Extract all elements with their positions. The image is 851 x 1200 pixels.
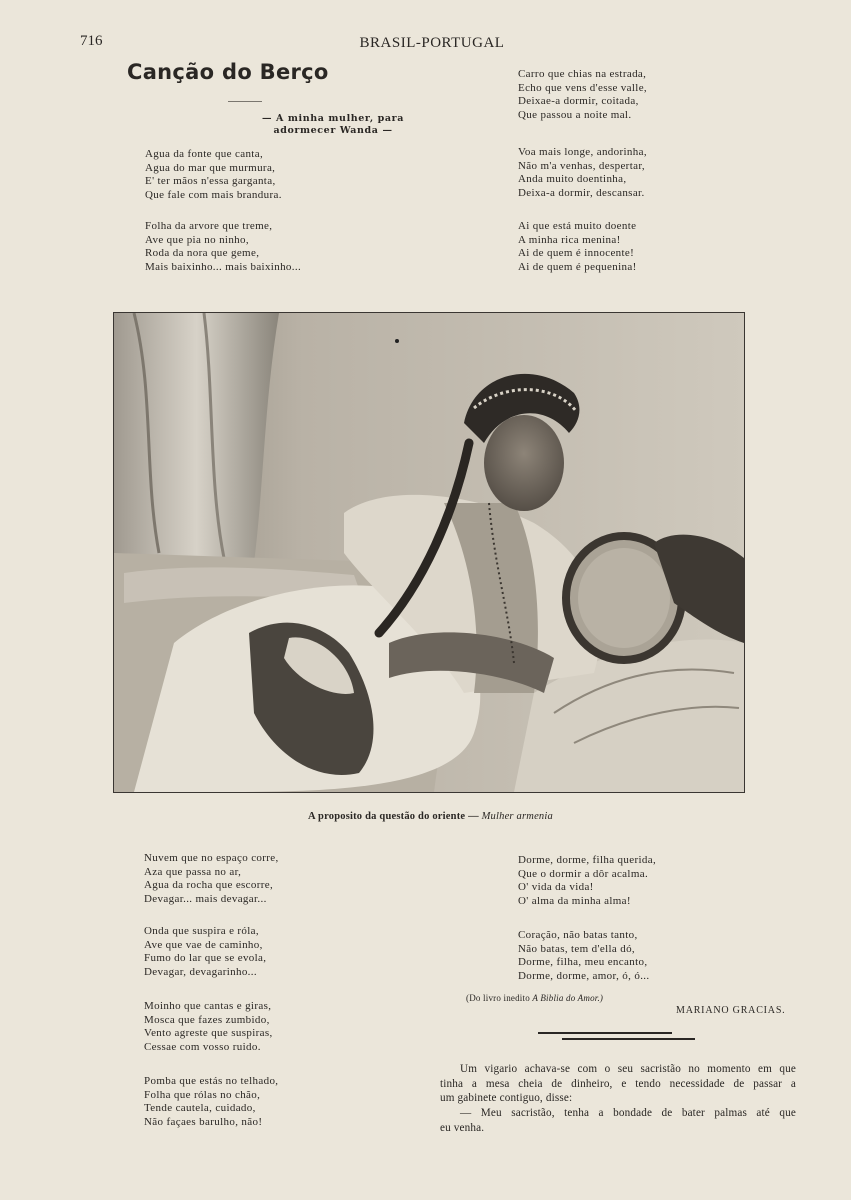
- verse-line: Ave que pia no ninho,: [145, 233, 249, 246]
- verse-line: Aza que passa no ar,: [144, 865, 242, 878]
- verse-line: Deixa-a dormir, descansar.: [518, 186, 645, 199]
- anecdote-paragraph: [440, 1062, 796, 1135]
- verse-line: Cessae com vosso ruido.: [144, 1040, 261, 1053]
- poem-dedication: [238, 113, 428, 137]
- page-number: 716: [80, 33, 103, 49]
- verse-line: Moinho que cantas e giras,: [144, 1000, 272, 1012]
- verse-line: Devagar, devagarinho...: [144, 965, 257, 978]
- verse-line: Tende cautela, cuidado,: [144, 1102, 256, 1115]
- verse-line: Ai de quem é pequenina!: [518, 260, 637, 273]
- verse-line: Voa mais longe, andorinha,: [518, 146, 647, 158]
- photograph-armenian-woman: [113, 312, 745, 793]
- verse-line: Dorme, dorme, filha querida,: [518, 854, 657, 866]
- verse-line: Dorme, filha, meu encanto,: [518, 956, 648, 969]
- stanza: [518, 929, 650, 983]
- title-rule: [228, 101, 262, 102]
- anecdote-line: Um vigario achava-se com o seu sacristão no momento em que: [460, 1063, 796, 1075]
- verse-line: Agua da fonte que canta,: [145, 148, 264, 160]
- verse-line: Nuvem que no espaço corre,: [144, 852, 279, 864]
- verse-line: O' alma da minha alma!: [518, 894, 631, 907]
- verse-line: Ai de quem é innocente!: [518, 247, 635, 260]
- stanza: [144, 1000, 273, 1054]
- stanza: [518, 854, 656, 908]
- verse-line: Fumo do lar que se evola,: [144, 952, 267, 965]
- anecdote-line: tinha a mesa cheia de dinheiro, e tendo necessidade de passar a: [440, 1077, 796, 1090]
- anecdote-line: — Meu sacristão, tenha a bondade de bater palmas até que: [460, 1107, 796, 1120]
- verse-line: Onda que suspira e róla,: [144, 925, 260, 937]
- source-prefix: (Do livro inedito: [466, 993, 530, 1003]
- verse-line: Anda muito doentinha,: [518, 173, 627, 186]
- verse-line: Agua do mar que murmura,: [145, 161, 276, 174]
- section-divider: [562, 1038, 695, 1040]
- verse-line: Dorme, dorme, amor, ó, ó...: [518, 969, 650, 982]
- verse-line: Folha que rólas no chão,: [144, 1088, 261, 1101]
- verse-line: Devagar... mais devagar...: [144, 892, 267, 905]
- stanza: [145, 220, 301, 274]
- stanza: [144, 852, 279, 906]
- verse-line: Roda da nora que geme,: [145, 247, 260, 260]
- source-book-title: A Biblia do Amor.): [532, 993, 604, 1003]
- anecdote-line: eu venha.: [440, 1121, 485, 1134]
- stanza: [518, 220, 637, 274]
- running-head: BRASIL-PORTUGAL: [359, 35, 505, 51]
- caption-text: A proposito da questão do oriente —: [308, 811, 479, 822]
- verse-line: Ai que está muito doente: [518, 220, 637, 232]
- verse-line: Echo que vens d'esse valle,: [518, 81, 648, 94]
- stanza: [145, 148, 282, 202]
- verse-line: Vento agreste que suspiras,: [144, 1027, 273, 1040]
- stanza: [518, 68, 647, 122]
- stanza: [144, 1075, 278, 1129]
- dedication-line: adormecer Wanda —: [273, 125, 393, 136]
- caption-subject: Mulher armenia: [481, 811, 553, 822]
- verse-line: Mais baixinho... mais baixinho...: [145, 260, 302, 273]
- verse-line: Não m'a venhas, despertar,: [518, 159, 646, 172]
- anecdote-line: um gabinete contiguo, disse:: [440, 1092, 573, 1105]
- verse-line: A minha rica menina!: [518, 233, 621, 246]
- stanza: [518, 146, 647, 200]
- dedication-line: — A minha mulher, para: [261, 113, 405, 124]
- poem-author: MARIANO GRACIAS.: [676, 1005, 786, 1016]
- verse-line: Folha da arvore que treme,: [145, 220, 273, 232]
- verse-line: Que passou a noite mal.: [518, 108, 632, 121]
- verse-line: Mosca que fazes zumbido,: [144, 1013, 270, 1026]
- photo-caption: [0, 811, 851, 822]
- verse-line: Carro que chias na estrada,: [518, 68, 647, 80]
- verse-line: O' vida da vida!: [518, 881, 594, 894]
- poem-title: Canção do Berço: [127, 60, 329, 84]
- section-divider: [538, 1032, 672, 1034]
- photograph-illustration: [114, 313, 744, 792]
- verse-line: Não batas, tem d'ella dó,: [518, 942, 636, 955]
- stanza: [144, 925, 266, 979]
- source-note: [466, 993, 603, 1003]
- verse-line: Não façaes barulho, não!: [144, 1115, 263, 1128]
- verse-line: E' ter mãos n'essa garganta,: [145, 175, 276, 188]
- verse-line: Agua da rocha que escorre,: [144, 879, 274, 892]
- verse-line: Que o dormir a dôr acalma.: [518, 867, 649, 880]
- verse-line: Que fale com mais brandura.: [145, 188, 282, 201]
- verse-line: Deixae-a dormir, coitada,: [518, 95, 639, 108]
- verse-line: Pomba que estás no telhado,: [144, 1075, 279, 1087]
- verse-line: Coração, não batas tanto,: [518, 929, 638, 941]
- verse-line: Ave que vae de caminho,: [144, 938, 263, 951]
